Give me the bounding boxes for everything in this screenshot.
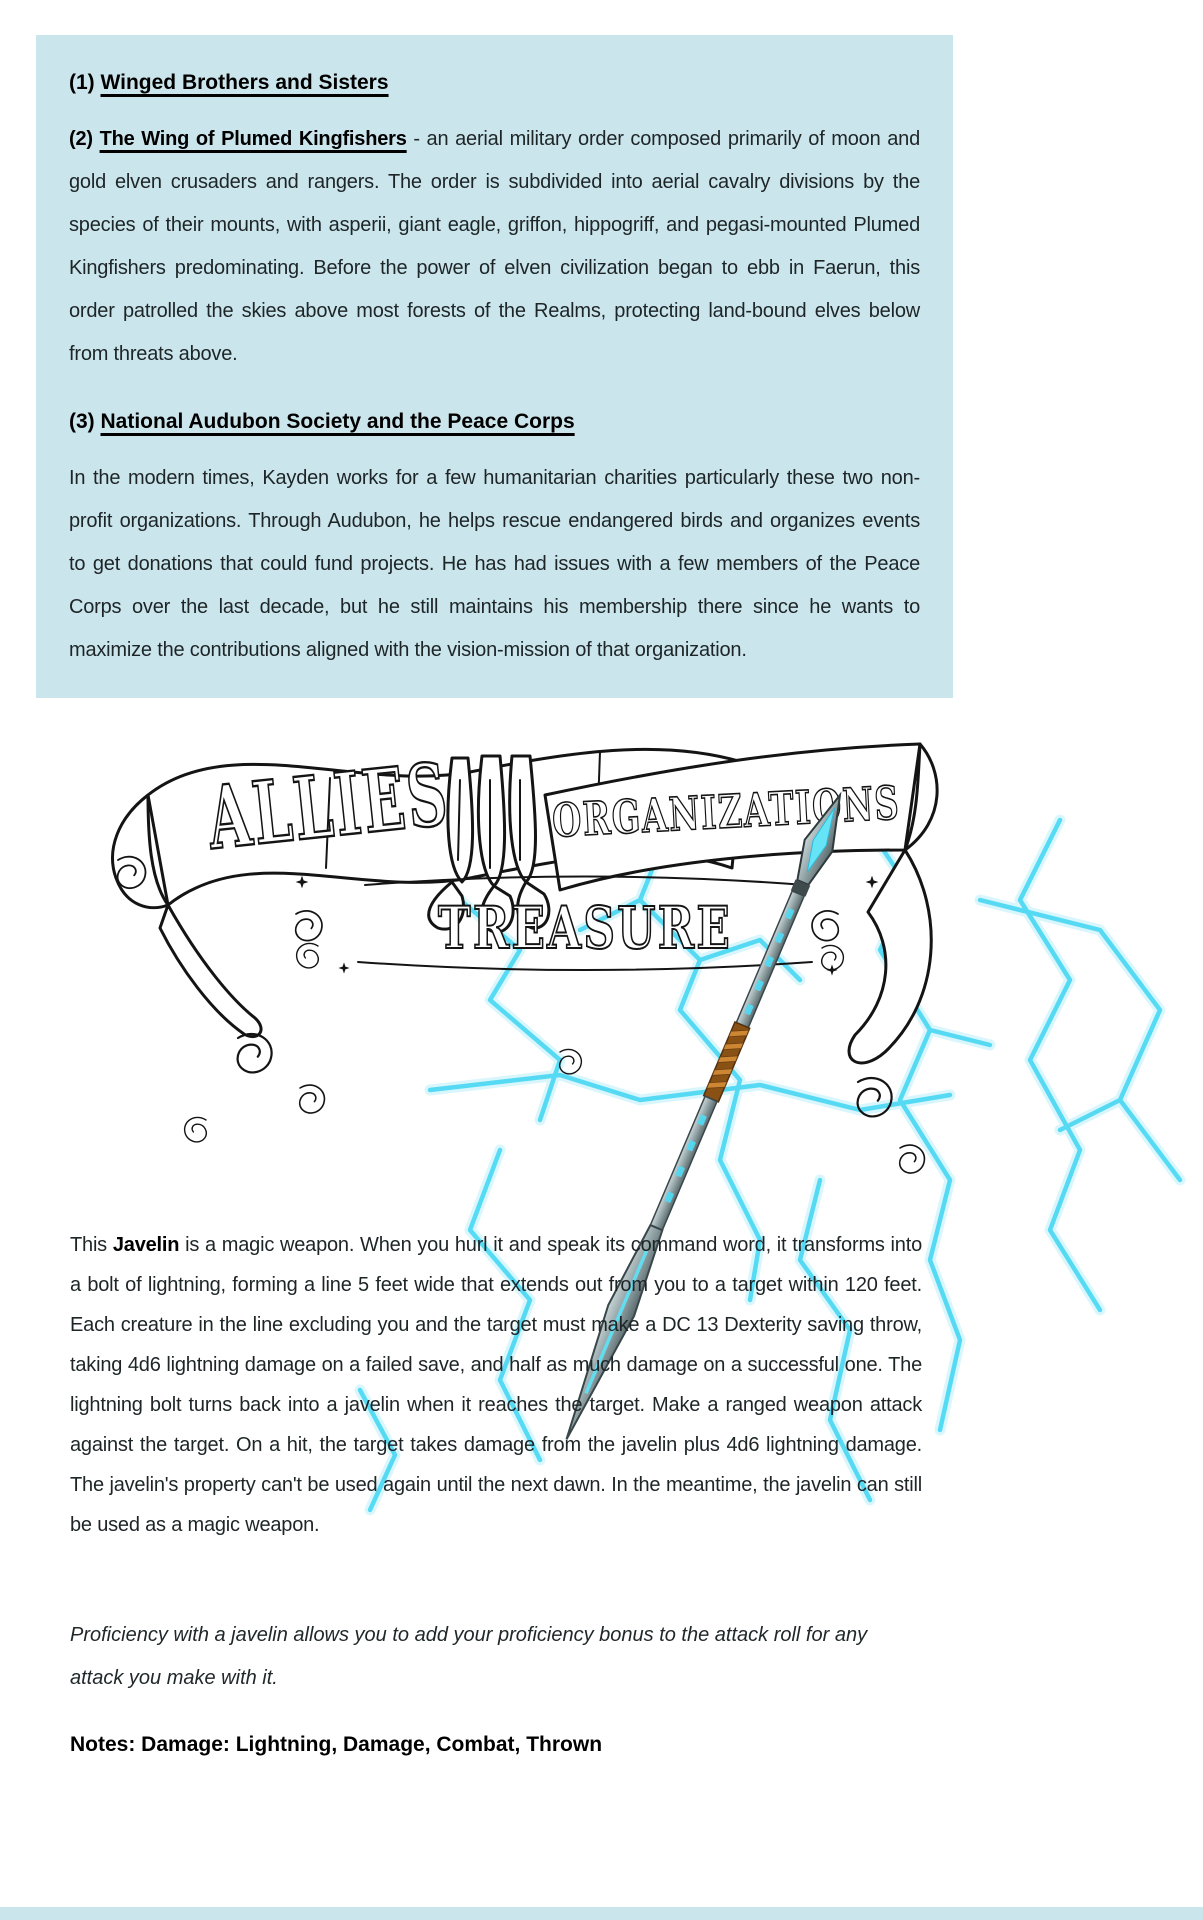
javelin-description <box>70 1225 922 1545</box>
list-item-3-paragraph <box>69 457 920 672</box>
list-item-3-heading <box>69 400 920 443</box>
item3-body: In the modern times, Kayden works for a few humanitarian charities particularly these two non-profit organizations. Through Audubon, he helps rescue endangered birds and organizes events to get donations that could fund projects. He has had issues with a few members of the Peace Corps over the last decade, but he still maintains his membership there since he wants to maximize the contributions aligned with the vision-mission of that organization. <box>69 467 920 661</box>
banner-illustration <box>113 729 1034 1173</box>
notes-line: Notes: Damage: Lightning, Damage, Combat, Thrown <box>70 1733 603 1756</box>
item2-body: - an aerial military order composed primarily of moon and gold elven crusaders and rangers. The order is subdivided into aerial cavalry divisions by the species of their mounts, with asperii, giant eagle, griffon, hippogriff, and pegasi-mounted Plumed Kingfishers predominating. Before the power of elven civilization began to ebb in Faerun, this order patrolled the skies above most forests of the Realms, protecting land-bound elves below from threats above. <box>69 128 921 365</box>
organizations-info-box <box>36 35 953 698</box>
javelin-body-text: is a magic weapon. When you hurl it and speak its command word, it transforms into a bolt of lightning, forming a line 5 feet wide that extends out from you to a target within 120 feet. Each creature in the line excluding you and the target must make a DC 13 Dexterity saving throw, taking 4d6 lightning damage on a failed save, and half as much damage on a successful one. The lightning bolt turns back into a javelin when it reaches the target. Make a ranged weapon attack against the target. On a hit, the target takes damage from the javelin plus 4d6 lightning damage. The javelin's property can't be used again until the next dawn. In the meantime, the javelin can still be used as a magic weapon. <box>70 1234 922 1536</box>
item3-number: (3) <box>69 410 101 433</box>
item2-title: The Wing of Plumed Kingfishers <box>99 128 407 150</box>
item2-number: (2) <box>69 128 100 150</box>
javelin-lead-prefix: This <box>70 1234 113 1256</box>
item1-title: Winged Brothers and Sisters <box>100 71 389 94</box>
list-item-1-heading <box>69 61 920 104</box>
banner-word-organizations: ORGANIZATIONS <box>550 768 1034 848</box>
banner-word-treasure: TREASURE <box>438 894 732 962</box>
item3-title: National Audubon Society and the Peace Corps <box>100 410 575 433</box>
item1-number: (1) <box>69 71 101 94</box>
proficiency-note: Proficiency with a javelin allows you to add your proficiency bonus to the attack roll for any attack you make with it. <box>70 1624 868 1689</box>
list-item-2-paragraph <box>69 118 920 376</box>
javelin-name: Javelin <box>112 1234 180 1256</box>
bottom-accent-bar <box>0 1907 1203 1920</box>
banner-word-allies: ALLIES <box>203 729 592 870</box>
